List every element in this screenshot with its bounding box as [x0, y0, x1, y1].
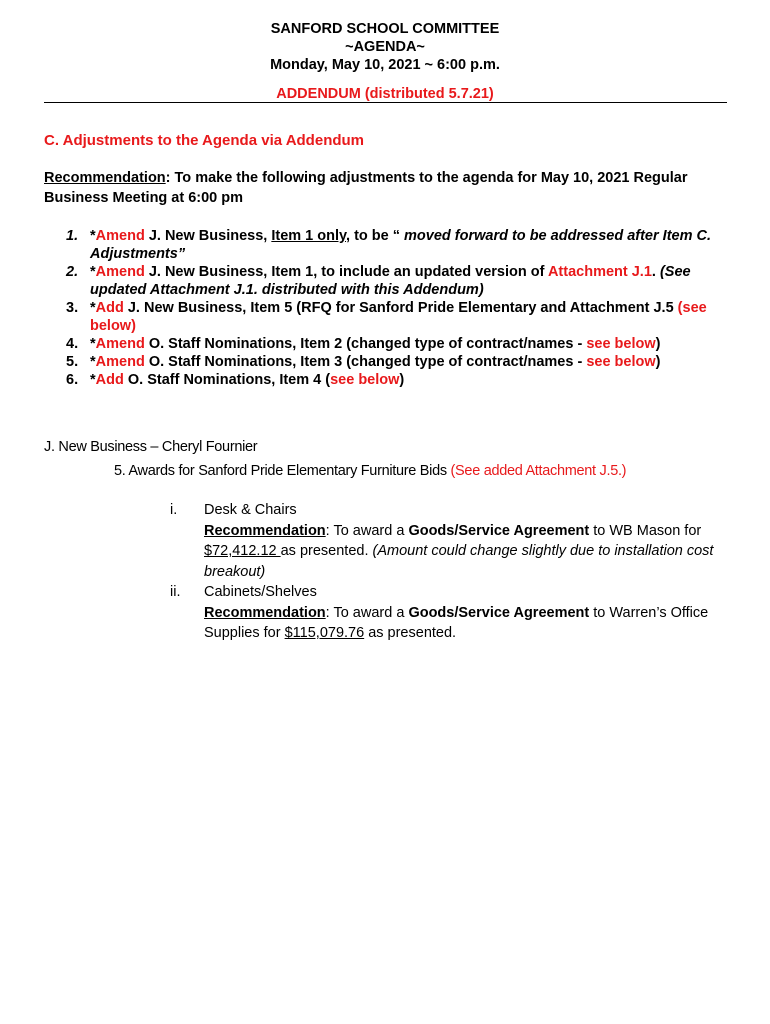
- item-text: O. Staff Nominations, Item 2 (changed type of contract/names -: [144, 336, 587, 352]
- item-star: *: [90, 372, 96, 388]
- recommendation-label: Recommendation: [44, 170, 166, 186]
- item-text: , to be “: [346, 228, 405, 244]
- agenda-label: ~AGENDA~: [345, 39, 425, 55]
- section-c-heading: C. Adjustments to the Agenda via Addendum: [44, 132, 365, 149]
- rec-text: to WB Mason for: [589, 522, 702, 539]
- item-verb: Amend: [95, 264, 145, 280]
- item-star: *: [90, 264, 96, 280]
- item-text: O. Staff Nominations, Item 4 (: [123, 372, 331, 388]
- roman-numeral: ii.: [170, 584, 181, 600]
- item5-text: 5. Awards for Sanford Pride Elementary Furniture Bids: [114, 463, 451, 479]
- item-verb: Add: [95, 372, 124, 388]
- roman-numeral: i.: [170, 502, 178, 518]
- addendum-label: ADDENDUM (distributed 5.7.21): [276, 86, 494, 102]
- item-text: J. New Business, Item 5 (RFQ for Sanford Pride Elementary and Attachment J.5: [123, 300, 678, 316]
- item-star: *: [90, 228, 96, 244]
- item-text: O. Staff Nominations, Item 3 (changed type of contract/names -: [144, 354, 587, 370]
- list-item: [66, 227, 734, 263]
- rec-text: as presented.: [364, 625, 457, 641]
- item-red: see below: [586, 354, 656, 370]
- item-star: *: [90, 336, 96, 352]
- item-verb: Amend: [95, 228, 145, 244]
- item-italic: moved forward to be addressed after Item C. Adjustments”: [90, 228, 712, 262]
- item-red: (see below): [90, 300, 707, 334]
- item-red: Attachment J.1: [547, 264, 652, 280]
- new-business-heading: J. New Business – Cheryl Fournier: [44, 439, 258, 455]
- subitem-title: Cabinets/Shelves: [204, 584, 317, 600]
- item-number: 2.: [66, 264, 79, 280]
- award-amount: $115,079.76: [284, 625, 365, 641]
- list-item: [66, 299, 734, 335]
- rec-note: (Amount could change slightly due to installation cost breakout): [204, 543, 714, 580]
- item-number: 6.: [66, 372, 79, 388]
- subitem-title: Desk & Chairs: [204, 502, 297, 518]
- item-star: *: [90, 300, 96, 316]
- item-text: ): [655, 336, 661, 352]
- list-item: [66, 335, 734, 353]
- recommendation-text: : To make the following adjustments to the agenda for May 10, 2021 Regular Business Meeting at 6:00 pm: [44, 170, 688, 206]
- item-underlined: Item 1 only: [271, 228, 347, 244]
- item-text: ): [655, 354, 661, 370]
- item-text: J. New Business,: [144, 228, 272, 244]
- committee-title: SANFORD SCHOOL COMMITTEE: [270, 21, 500, 37]
- item-text: .: [651, 264, 660, 280]
- agreement-type: Goods/Service Agreement: [408, 604, 590, 621]
- item-italic: (See updated Attachment J.1. distributed with this Addendum): [90, 264, 691, 298]
- award-amount: $72,412.12: [204, 543, 281, 559]
- list-item: [66, 263, 734, 299]
- item-star: *: [90, 354, 96, 370]
- rec-text: : To award a: [325, 604, 409, 621]
- item-red: see below: [330, 372, 400, 388]
- recommendation-label: Recommendation: [204, 522, 326, 539]
- header-divider: [44, 102, 727, 103]
- item-red: see below: [586, 336, 656, 352]
- subitem-recommendation: [204, 603, 740, 644]
- item-number: 5.: [66, 354, 79, 370]
- item-number: 1.: [66, 228, 79, 244]
- subitem-recommendation: [204, 521, 740, 583]
- item-text: J. New Business, Item 1, to include an updated version of: [144, 264, 548, 280]
- item5-attachment-note: (See added Attachment J.5.): [450, 463, 627, 479]
- new-business-item-5: [114, 463, 626, 479]
- item-number: 4.: [66, 336, 79, 352]
- meeting-date: Monday, May 10, 2021 ~ 6:00 p.m.: [270, 57, 500, 73]
- item-verb: Amend: [95, 354, 145, 370]
- list-item: [66, 371, 734, 389]
- rec-text: to Warren’s Office Supplies for: [204, 604, 709, 641]
- recommendation-label: Recommendation: [204, 604, 326, 621]
- rec-text: : To award a: [325, 522, 409, 539]
- list-item: [66, 353, 734, 371]
- item-verb: Amend: [95, 336, 145, 352]
- section-c-recommendation: [44, 168, 734, 208]
- item-verb: Add: [95, 300, 124, 316]
- adjustments-list: [66, 227, 734, 389]
- rec-text: as presented.: [280, 543, 373, 559]
- item-text: ): [399, 372, 405, 388]
- agreement-type: Goods/Service Agreement: [408, 522, 590, 539]
- item-number: 3.: [66, 300, 79, 316]
